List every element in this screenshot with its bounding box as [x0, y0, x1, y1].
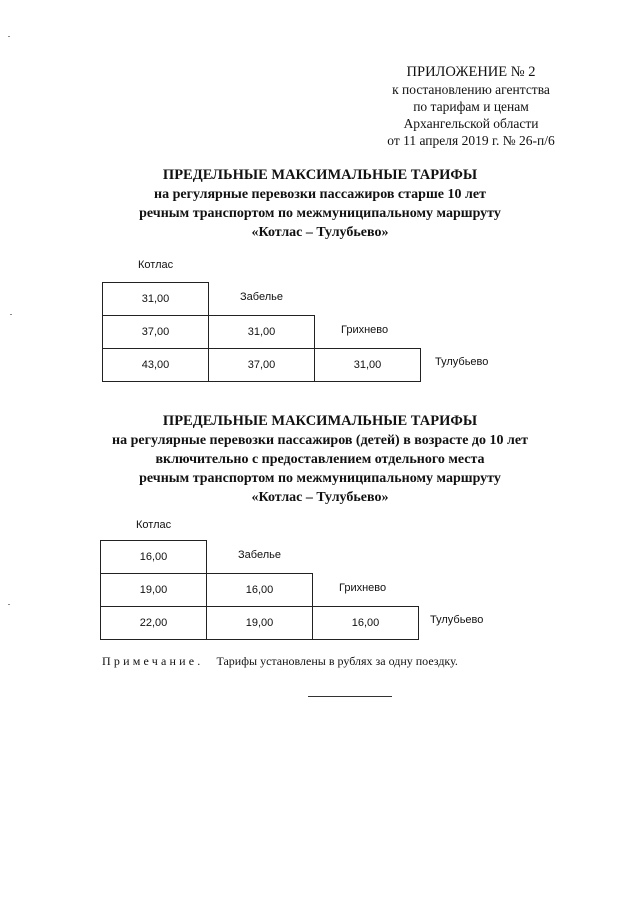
table-row — [103, 349, 421, 382]
section2-subtitle: на регулярные перевозки пассажиров (детей) в возрасте до 10 лет — [112, 433, 528, 448]
stop-label-tulubyevo: Тулубьево — [430, 614, 484, 626]
fare-cell: 19,00 — [101, 574, 207, 607]
fare-cell: 16,00 — [101, 541, 207, 574]
appendix-line: Архангельской области — [403, 116, 539, 131]
appendix-header — [340, 64, 602, 149]
stop-label-kotlas: Котлас — [138, 259, 174, 271]
fare-cell: 31,00 — [209, 316, 315, 349]
note-label: Примечание. — [102, 654, 204, 668]
fare-cell: 19,00 — [207, 607, 313, 640]
appendix-line: по тарифам и ценам — [413, 99, 529, 114]
fare-cell: 43,00 — [103, 349, 209, 382]
stop-label-zabelye: Забелье — [238, 549, 281, 561]
section2-heading — [0, 412, 640, 507]
stop-label-grikhnevo: Грихнево — [341, 324, 389, 336]
section2-subtitle: речным транспортом по межмуниципальному маршруту — [139, 471, 501, 486]
section1-route: «Котлас – Тулубьево» — [251, 225, 389, 240]
stop-label-tulubyevo: Тулубьево — [435, 356, 489, 368]
fare-cell: 31,00 — [103, 283, 209, 316]
section1-heading — [0, 166, 640, 242]
fare-cell: 16,00 — [207, 574, 313, 607]
section1-title: ПРЕДЕЛЬНЫЕ МАКСИМАЛЬНЫЕ ТАРИФЫ — [162, 167, 478, 183]
appendix-line: к постановлению агентства — [392, 82, 550, 97]
fare-cell: 37,00 — [103, 316, 209, 349]
appendix-title: ПРИЛОЖЕНИЕ № 2 — [406, 64, 536, 80]
fare-cell: 16,00 — [313, 607, 419, 640]
section1-subtitle: речным транспортом по межмуниципальному маршруту — [139, 206, 501, 221]
scan-speck — [8, 604, 10, 605]
appendix-date-line: от 11 апреля 2019 г. № 26-п/6 — [387, 133, 555, 148]
section2-route: «Котлас – Тулубьево» — [251, 490, 389, 505]
closing-divider — [308, 696, 392, 697]
section2-subtitle: включительно с предоставлением отдельного места — [155, 452, 485, 467]
section1-subtitle: на регулярные перевозки пассажиров старше 10 лет — [154, 187, 486, 202]
table-row — [101, 607, 419, 640]
note-text: Тарифы установлены в рублях за одну поездку. — [216, 654, 458, 668]
fare-cell: 22,00 — [101, 607, 207, 640]
fare-cell: 37,00 — [209, 349, 315, 382]
note — [102, 654, 458, 669]
scan-speck — [10, 314, 12, 315]
scan-speck — [8, 36, 10, 37]
stop-label-zabelye: Забелье — [240, 291, 283, 303]
stop-label-grikhnevo: Грихнево — [339, 582, 387, 594]
section2-title: ПРЕДЕЛЬНЫЕ МАКСИМАЛЬНЫЕ ТАРИФЫ — [162, 413, 478, 429]
fare-cell: 31,00 — [315, 349, 421, 382]
stop-label-kotlas: Котлас — [136, 519, 172, 531]
